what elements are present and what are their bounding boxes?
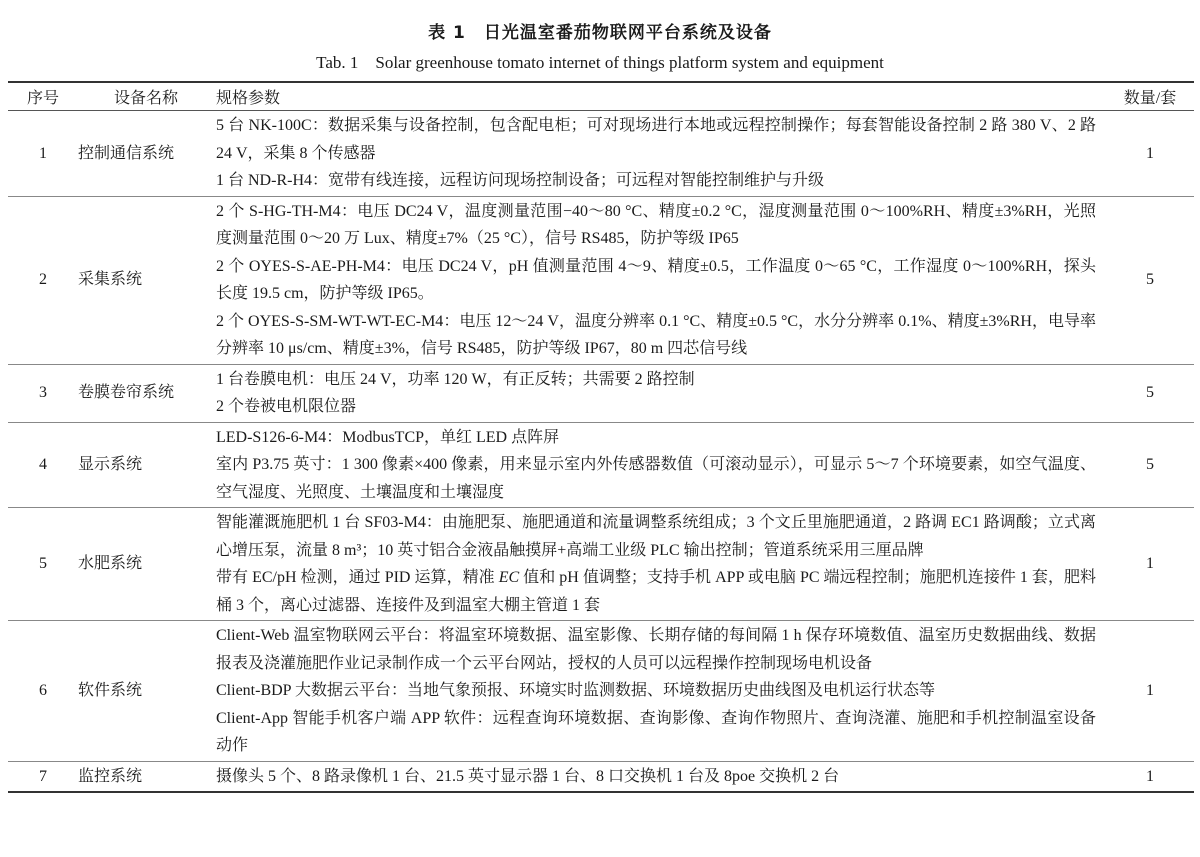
row-number: 7 [39,767,47,785]
table-title: 表 1 日光温室番茄物联网平台系统及设备 [428,23,772,43]
spec-line: 室内 P3.75 英寸：1 300 像素×400 像素，用来显示室内外传感器数值（可滚动显示），可显示 5～7 个环境要素，如空气温度、空气湿度、光照度、土壤温度和土壤湿度 [216,456,1096,501]
equipment-table [8,81,1194,793]
spec-line: 5 台 NK-100C：数据采集与设备控制，包含配电柜；可对现场进行本地或远程控制操作；每套智能设备控制 2 路 380 V、2 路 24 V，采集 8 个传感器 [216,117,1096,162]
spec-line: LED-S126-6-M4：ModbusTCP，单红 LED 点阵屏 [216,428,560,446]
spec-line: 智能灌溉施肥机 1 台 SF03-M4：由施肥泵、施肥通道和流量调整系统组成；3 个文丘里施肥通道，2 路调 EC1 路调酸；立式离心增压泵，流量 8 m³；10 英寸铝合金液晶触摸屏+高端工业级 PLC 输出控制；管道系统采用三厘品牌 [216,514,1096,559]
row-number: 5 [39,555,47,573]
table-subtitle: Tab. 1 Solar greenhouse tomato internet of things platform system and equipment [316,53,884,72]
spec-cell [214,364,1106,422]
spec-line: 2 个卷被电机限位器 [216,398,357,415]
quantity: 1 [1146,144,1154,162]
table-row [8,508,1194,621]
spec-line [216,564,1096,619]
device-name: 监控系统 [78,767,143,785]
quantity: 5 [1146,271,1154,289]
device-name: 采集系统 [78,271,143,289]
header-spec: 规格参数 [216,90,281,107]
spec-line: 摄像头 5 个、8 路录像机 1 台、21.5 英寸显示器 1 台、8 口交换机 1 台及 8poe 交换机 2 台 [216,767,840,785]
spec-cell [214,422,1106,508]
row-number: 2 [39,271,47,289]
device-name: 显示系统 [78,456,143,473]
header-qty: 数量/套 [1123,90,1177,107]
quantity: 1 [1146,555,1154,573]
spec-line: 1 台卷膜电机：电压 24 V，功率 120 W，有正反转；共需要 2 路控制 [216,370,695,388]
quantity: 1 [1146,767,1154,785]
row-number: 3 [39,384,47,402]
quantity: 1 [1146,682,1154,699]
spec-line: 2 个 S-HG-TH-M4：电压 DC24 V，温度测量范围−40～80 °C、精度±0.2 °C，湿度测量范围 0～100%RH、精度±3%RH，光照度测量范围 0～20 万 Lux、精度±7%（25 °C），信号 RS485，防护等级 IP65 [216,202,1096,247]
spec-segment: 值和 pH 值调整；支持手机 APP 或电脑 PC 端远程控制；施肥机连接件 1 套，肥料桶 3 个，离心过滤器、连接件及到温室大棚主管道 1 套 [216,569,1096,614]
spec-line: 2 个 OYES-S-SM-WT-WT-EC-M4：电压 12～24 V，温度分辨率 0.1 °C、精度±0.5 °C，水分分辨率 0.1%、精度±3%RH，电导率分辨率 10 μs/cm、精度±3%，信号 RS485，防护等级 IP67，80 m 四芯信号线 [216,312,1096,357]
spec-segment: 带有 EC/pH 检测，通过 PID 运算，精准 [216,569,499,586]
quantity: 5 [1146,456,1154,473]
spec-cell [214,761,1106,792]
table-row [8,621,1194,762]
spec-line: 2 个 OYES-S-AE-PH-M4：电压 DC24 V，pH 值测量范围 4～9、精度±0.5，工作温度 0～65 °C，工作湿度 0～100%RH，探头长度 19.5 cm，防护等级 IP65。 [216,257,1096,302]
spec-cell [214,621,1106,762]
row-number: 1 [39,144,47,162]
table-row [8,422,1194,508]
table-row [8,111,1194,197]
spec-cell [214,508,1106,621]
quantity: 5 [1146,384,1154,402]
spec-line: Client-BDP 大数据云平台：当地气象预报、环境实时监测数据、环境数据历史曲线图及电机运行状态等 [216,682,935,699]
device-name: 水肥系统 [78,555,143,573]
row-number: 6 [39,682,47,699]
spec-italic-ec: EC [498,569,520,586]
header-name: 设备名称 [113,90,178,107]
header-no: 序号 [26,90,59,107]
device-name: 控制通信系统 [78,144,175,162]
table-header-row [8,82,1194,111]
spec-cell [214,111,1106,197]
device-name: 软件系统 [78,682,143,699]
spec-line: 1 台 ND-R-H4：宽带有线连接，远程访问现场控制设备；可远程对智能控制维护与升级 [216,172,824,189]
spec-cell [214,196,1106,364]
row-number: 4 [39,456,47,473]
table-row [8,761,1194,792]
table-row [8,364,1194,422]
spec-line: Client-App 智能手机客户端 APP 软件：远程查询环境数据、查询影像、查询作物照片、查询浇灌、施肥和手机控制温室设备动作 [216,709,1096,754]
table-row [8,196,1194,364]
device-name: 卷膜卷帘系统 [78,384,175,402]
spec-line: Client-Web 温室物联网云平台：将温室环境数据、温室影像、长期存储的每间隔 1 h 保存环境数值、温室历史数据曲线、数据报表及浇灌施肥作业记录制作成一个云平台网站，授权的人员可以远程操作控制现场电机设备 [216,627,1096,672]
